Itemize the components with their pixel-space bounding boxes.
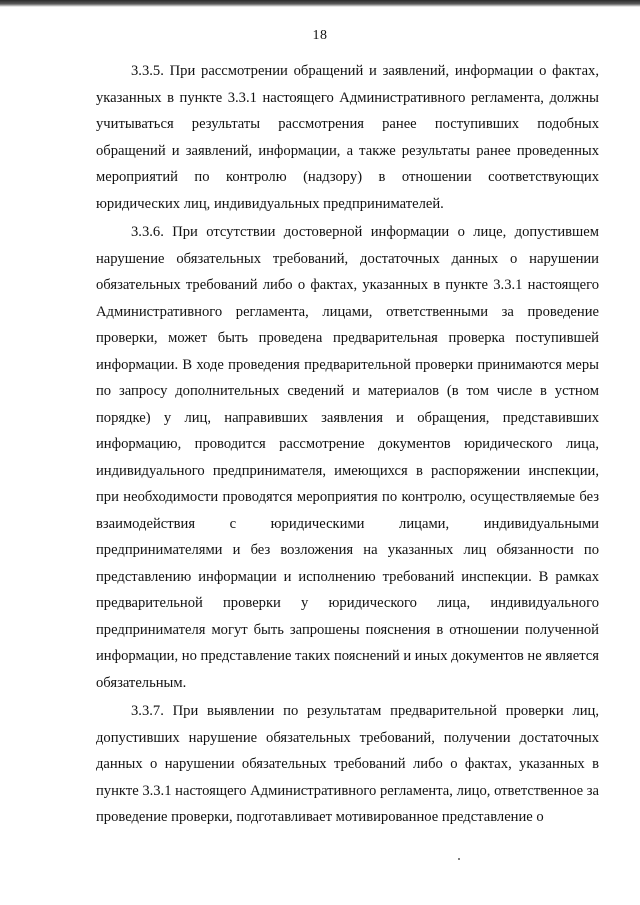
paragraph-3-3-6: 3.3.6. При отсутствии достоверной информации о лице, допустившем нарушение обязательных требований, достаточных данных о нарушении обязательных требований либо о фактах, указанных в пункте 3.3.1 настоящего Административного регламента, лицами, ответственными за проведение проверки, может быть проведена предварительная проверка поступившей информации. В ходе проведения предварительной проверки принимаются меры по запросу дополнительных сведений и материалов (в том числе в устном порядке) у лиц, направивших заявления и обращения, представивших информацию, проводится рассмотрение документов юридического лица, индивидуального предпринимателя, имеющихся в распоряжении инспекции, при необходимости проводятся мероприятия по контролю, осуществляемые без взаимодействия с юридическими лицами, индивидуальными предпринимателями и без возложения на указанных лиц обязанности по представлению информации и исполнению требований инспекции. В рамках предварительной проверки у юридического лица, индивидуального предпринимателя могут быть запрошены пояснения в отношении полученной информации, но представление таких пояснений и иных документов не является обязательным. — [96, 224, 599, 691]
paragraph-3-3-7: 3.3.7. При выявлении по результатам предварительной проверки лиц, допустивших нарушение обязательных требований, получении достаточных данных о нарушении обязательных требований либо о фактах, указанных в пункте 3.3.1 настоящего Административного регламента, лицо, ответственное за проведение проверки, подготавливает мотивированное представление о — [96, 703, 599, 825]
document-body — [96, 58, 599, 831]
paragraph-3-3-5: 3.3.5. При рассмотрении обращений и заявлений, информации о фактах, указанных в пункте 3.3.1 настоящего Административного регламента, должны учитываться результаты рассмотрения ранее поступивших подобных обращений и заявлений, информации, а также результаты ранее проведенных мероприятий по контролю (надзору) в отношении соответствующих юридических лиц, индивидуальных предпринимателей. — [96, 63, 599, 212]
page-number: 18 — [312, 28, 328, 43]
scan-speck — [458, 858, 460, 860]
scan-top-edge — [0, 0, 640, 7]
